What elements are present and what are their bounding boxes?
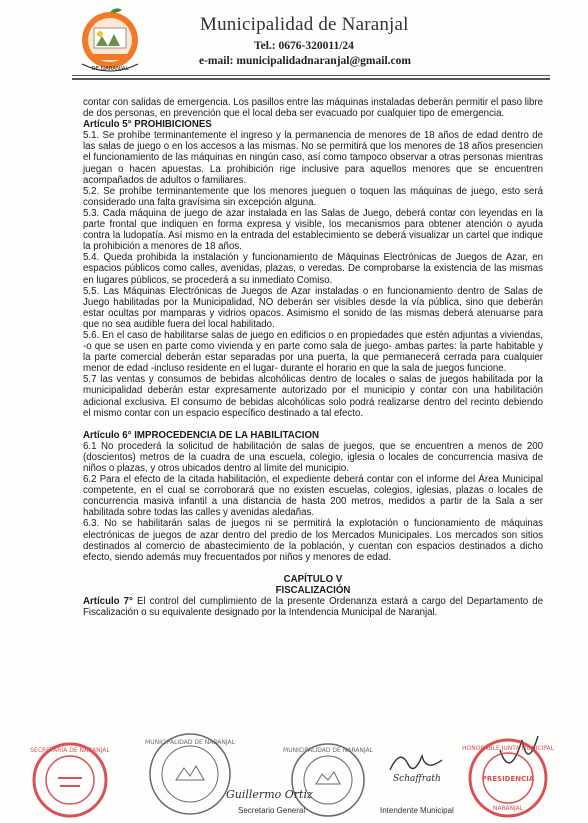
- paragraph-gap: [83, 563, 543, 574]
- paragraph: 6.1 No procederá la solicitud de habilitación de salas de juegos, que se encuentren a menos de 200 (doscientos) metros de la cuadra de una escuela, colegio, iglesia o locales de concurrencia masiva de niños o plazas, y otros ubicados dentro al límite del municipio.: [83, 440, 543, 474]
- seal-secretaria: [30, 744, 110, 816]
- phone-number: Tel.: 0676-320011/24: [254, 40, 354, 52]
- logo-caption: DE NARANJAL: [91, 66, 129, 72]
- chapter-heading: CAPÍTULO V: [283, 573, 343, 585]
- seal-junta-municipal: [462, 740, 555, 816]
- seal-text-4-inner: PRESIDENCIA: [481, 775, 535, 783]
- document-body: [83, 97, 543, 618]
- section-heading: Artículo 6° IMPROCEDENCIA DE LA HABILITACION: [83, 429, 320, 441]
- paragraph-gap: [83, 419, 543, 430]
- paragraph: 5.2. Se prohíbe terminantemente que los menores jueguen o toquen las máquinas de juego, esto será considerado una falta gravísima sin excepción alguna.: [83, 185, 543, 208]
- article-lead: Artículo 7°: [83, 596, 133, 608]
- paragraph: 5.4. Queda prohibida la instalación y funcionamiento de Máquinas Electrónicas de Juegos de Azar, en espacios públicos como calles, avenidas, plazas, o veredas. De comprobarse la existencia de las mismas en lugares públicos, se procederá a su inmediato Comiso.: [83, 252, 543, 286]
- seal-text-4: HONORABLE JUNTA MUNICIPAL: [462, 745, 554, 752]
- caption-secretario: Secretario General: [238, 806, 306, 815]
- paragraph: Artículo 7° El control del cumplimiento de la presente Ordenanza estará a cargo del Departamento de Fiscalización o su equivalente designado por la Intendencia Municipal de Naranjal.: [83, 596, 543, 619]
- paragraph: 6.3. No se habilitarán salas de juegos ni se permitirá la explotación o funcionamiento de máquinas electrónicas de juegos de azar dentro del predio de los Mercados Municipales. Los mercados son sitios destinados al comercio de abastecimiento de la población, y cuentan con espacios destinados a dicho efecto, siendo además muy frecuentados por niños y menores de edad.: [83, 518, 543, 563]
- signature-1: Guillermo Ortiz: [226, 788, 313, 801]
- paragraph: 5.7 las ventas y consumos de bebidas alcohólicas dentro de locales o salas de juegos habilitada por la municipalidad deberán estar expresamente autorizado por el municipio y contar con una habilitación adicional exclusiva. El consumo de bebidas alcohólicas solo podrá realizarse dentro del recinto debiendo el mismo contar con un espacio específico destinado a tal efecto.: [83, 374, 543, 419]
- paragraph: contar con salidas de emergencia. Los pasillos entre las máquinas instaladas deberán permitir el paso libre de dos personas, en prevención que el local deba ser evacuado por cualquier tipo de emergencia.: [83, 97, 543, 120]
- seal-text-2: MUNICIPALIDAD DE NARANJAL: [145, 739, 235, 746]
- chapter-heading: FISCALIZACIÓN: [275, 584, 351, 596]
- page-title: Municipalidad de Naranjal: [200, 14, 409, 35]
- municipal-logo: [72, 6, 152, 78]
- paragraph: 6.2 Para el efecto de la citada habilitación, el expediente deberá contar con el informe del Área Municipal competente, en el cual se corroborará que no existen escuelas, colegios, iglesias, plazas o locales de concurrencia masiva infantil a una distancia de hasta 200 metros, medidos a partir de la Sala a ser habilitada sobre todas las calles y avenidas aledañas.: [83, 474, 543, 519]
- paragraph: 5.5. Las Máquinas Electrónicas de Juegos de Azar instaladas o en funcionamiento dentro de Salas de Juego habilitadas por la Municipalidad, NO deberán ser visibles desde la vía pública, sino que deberán estar ocultas por mamparas y vidrios opacos. Asimismo el sonido de las mismas deberá atenuarse para que no sea audible fuera del local habilitado.: [83, 285, 543, 330]
- header-divider: [72, 75, 550, 76]
- paragraph: 5.6. En el caso de habilitarse salas de juego en edificios o en propiedades que estén adjuntas a viviendas, -o que se usen en parte como vivienda y en parte como sala de juego- ambas partes: la parte habitable y la parte comercial deberán estar separadas por una puerta, la que permanecerá cerrada para cualquier menor de edad -incluso residente en el lugar- durante el horario en que la sala de juegos funcione.: [83, 329, 543, 375]
- signature-2: Schaffrath: [393, 774, 441, 784]
- email-address: e-mail: municipalidadnaranjal@gmail.com: [199, 55, 411, 67]
- caption-intendente: Intendente Municipal: [380, 806, 454, 815]
- seal-text-3: MUNICIPALIDAD DE NARANJAL: [283, 747, 373, 754]
- paragraph: 5.3. Cada máquina de juego de azar instalada en las Salas de Juego, deberá contar con leyendas en la parte frontal que indiquen en forma expresa y visible, los mecanismos para obtener atención o ayuda contra la ludopatía. Así mismo en la entrada del establecimiento se deberá visualizar un cartel que indique la prohibición a menores de 18 años.: [83, 207, 543, 253]
- header-divider-thick: [72, 78, 550, 80]
- seal-text-4-bottom: NARANJAL: [492, 805, 524, 812]
- seals-area: [30, 730, 570, 818]
- paragraph: 5.1. Se prohíbe terminantemente el ingreso y la permanencia de menores de 18 años de edad dentro de las salas de juego o en los accesos a las mismas. No se permitirá que los menores de 18 años presencien el funcionamiento de las máquinas en ningún caso, así como tampoco observar a otras personas mientras juegan o hacen apuestas. La prohibición rige inclusive para aquellos menores que se encuentren acompañados de adultos o familiares.: [83, 130, 543, 186]
- section-heading: Artículo 5° PROHIBICIONES: [83, 119, 212, 131]
- seal-text-1: SECRETARIA DE NARANJAL: [30, 747, 110, 754]
- seal-municipalidad-1: [145, 734, 236, 814]
